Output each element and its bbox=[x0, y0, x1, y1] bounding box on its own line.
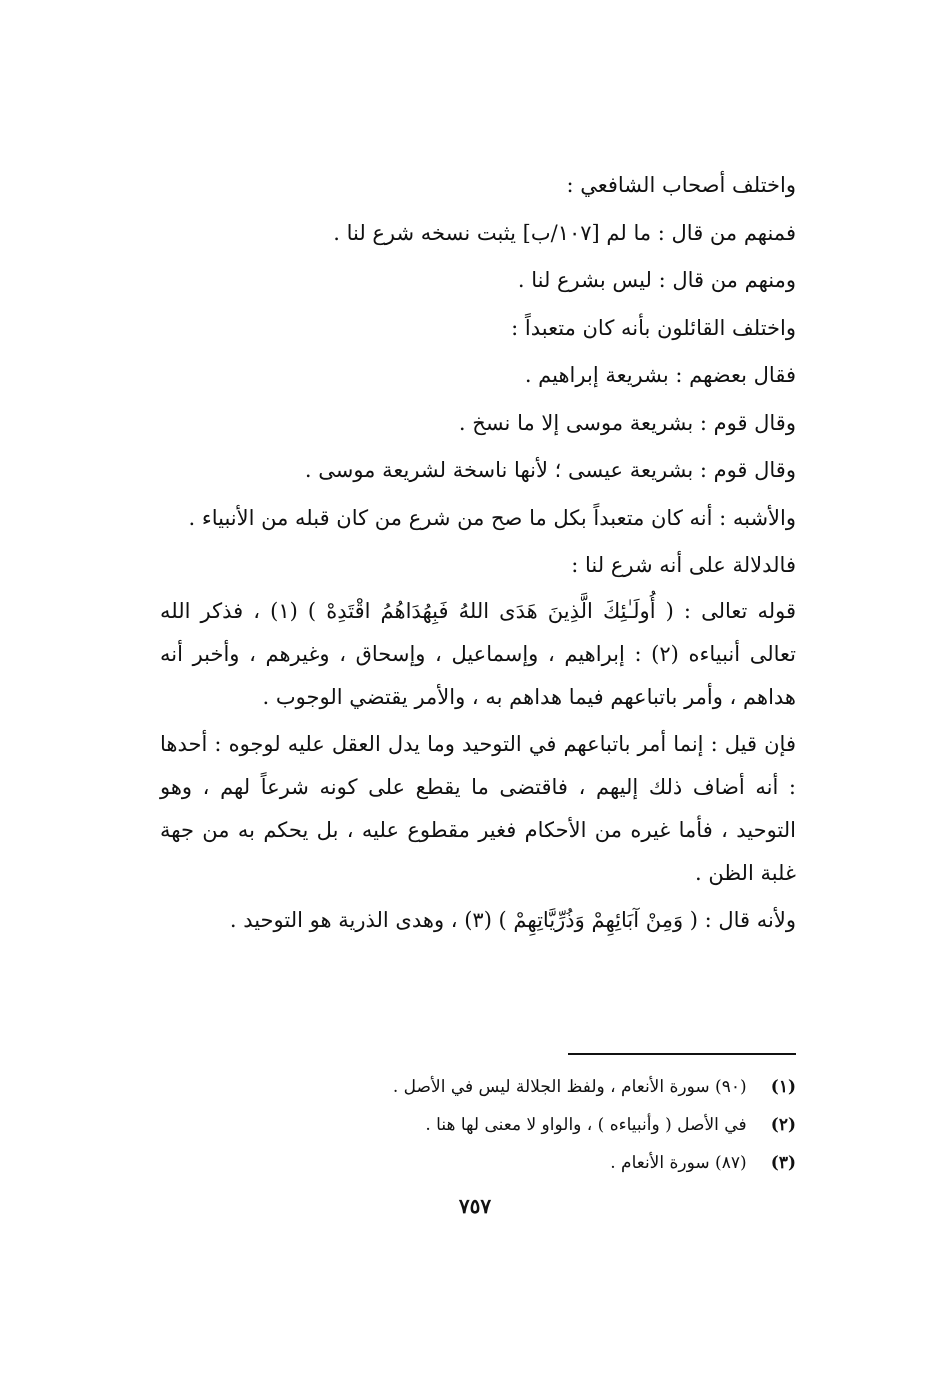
footnote bbox=[160, 1144, 796, 1182]
paragraph bbox=[160, 723, 796, 895]
text-line: ومنهم من قال : ليس بشرع لنا . bbox=[517, 268, 796, 292]
footnote-divider bbox=[568, 1053, 796, 1055]
paragraph bbox=[160, 899, 796, 942]
footnote-text: (٨٧) سورة الأنعام . bbox=[610, 1153, 747, 1173]
text-line: واختلف أصحاب الشافعي : bbox=[566, 173, 796, 197]
text-line: واختلف القائلون بأنه كان متعبداً : bbox=[511, 315, 796, 340]
footnote bbox=[160, 1068, 796, 1106]
paragraph-text: قوله تعالى : ( أُولَـٰئِكَ الَّذِينَ هَدَى اللهُ فَبِهُدَاهُمُ اقْتَدِهْ ) (١) ، فذكر الله تعالى أنبياءه (٢) : إبراهيم ، وإسماعيل ، وإسحاق ، وغيرهم ، وأخبر أنه هداهم ، وأمر باتباعهم فيما هداهم به ، والأمر يقتضي الوجوب . bbox=[160, 598, 796, 709]
text-line: والأشبه : أنه كان متعبداً بكل ما صح من شرع من كان قبله من الأنبياء . bbox=[188, 505, 796, 530]
page-number: ٧٥٧ bbox=[458, 1194, 492, 1218]
footnote bbox=[160, 1106, 796, 1144]
footnote-number: (٣) bbox=[770, 1153, 796, 1173]
footnote-text: (٩٠) سورة الأنعام ، ولفظ الجلالة ليس في الأصل . bbox=[392, 1077, 747, 1097]
text-line: وقال قوم : بشريعة موسى إلا ما نسخ . bbox=[458, 410, 796, 435]
footnote-text: في الأصل ( وأنبياءه ) ، والواو لا معنى لها هنا . bbox=[425, 1115, 747, 1135]
text-line: فقال بعضهم : بشريعة إبراهيم . bbox=[524, 363, 796, 387]
paragraph bbox=[160, 590, 796, 719]
footnote-number: (٢) bbox=[770, 1115, 796, 1135]
main-text bbox=[160, 162, 796, 946]
footnotes bbox=[160, 1068, 796, 1182]
paragraph-text: فإن قيل : إنما أمر باتباعهم في التوحيد وما يدل العقل عليه لوجوه : أحدها : أنه أضاف ذلك إليهم ، فاقتضى ما يقطع على كونه شرعاً لهم ، وهو التوحيد ، فأما غيره من الأحكام فغير مقطوع عليه ، بل يحكم به من جهة غلبة الظن . bbox=[160, 731, 796, 885]
text-line: فالدلالة على أنه شرع لنا : bbox=[571, 553, 796, 577]
paragraph-text: ولأنه قال : ( وَمِنْ آبَائِهِمْ وَذُرِّيَّاتِهِمْ ) (٣) ، وهدى الذرية هو التوحيد . bbox=[229, 907, 796, 932]
text-line: فمنهم من قال : ما لم [١٠٧/ب] يثبت نسخه شرع لنا . bbox=[333, 220, 796, 245]
footnote-number: (١) bbox=[770, 1077, 796, 1097]
text-line: وقال قوم : بشريعة عيسى ؛ لأنها ناسخة لشريعة موسى . bbox=[304, 458, 796, 482]
